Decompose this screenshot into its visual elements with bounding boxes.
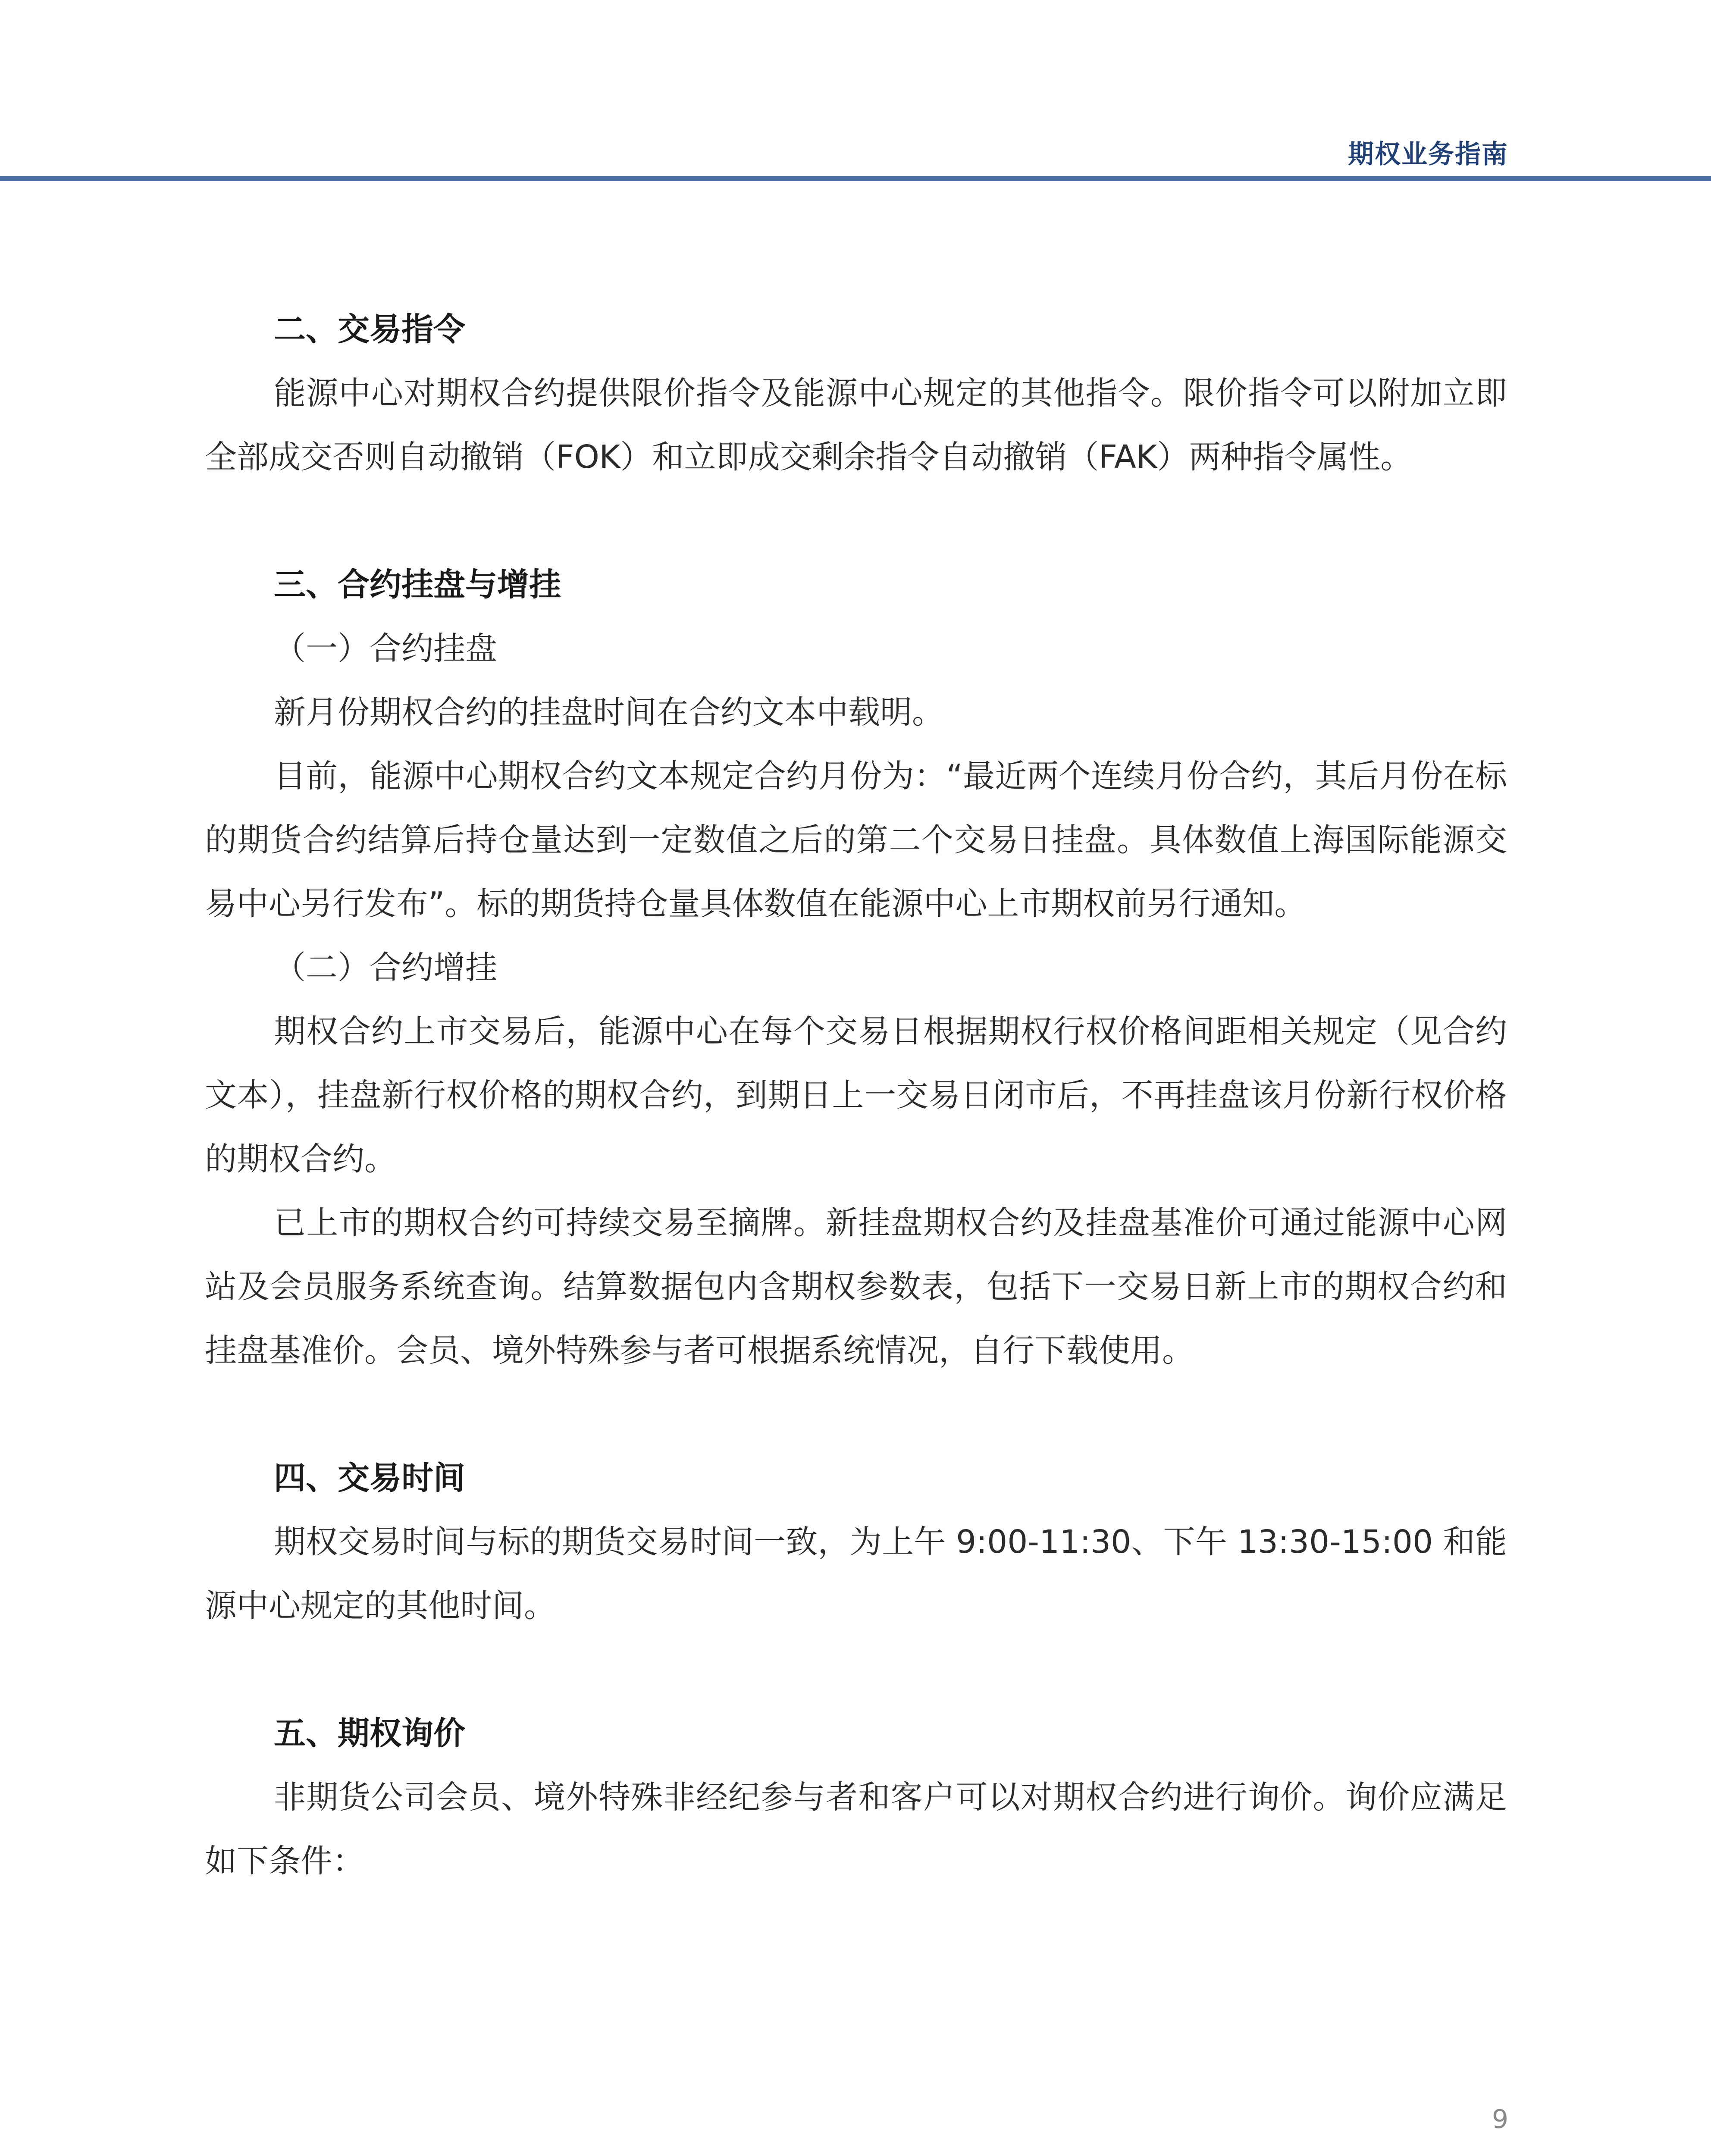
paragraph: 非期货公司会员、境外特殊非经纪参与者和客户可以对期权合约进行询价。询价应满足如下条件： — [205, 1779, 1507, 1880]
paragraph: 能源中心对期权合约提供限价指令及能源中心规定的其他指令。限价指令可以附加立即全部成交否则自动撤销（FOK）和立即成交剩余指令自动撤销（FAK）两种指令属性。 — [205, 375, 1507, 476]
sub-heading-additional-listing: （二）合约增挂 — [274, 949, 497, 986]
section-spacer — [205, 489, 1507, 553]
page-number: 9 — [1492, 2104, 1508, 2134]
paragraph: 期权合约上市交易后，能源中心在每个交易日根据期权行权价格间距相关规定（见合约文本），挂盘新行权价格的期权合约，到期日上一交易日闭市后，不再挂盘该月份新行权价格的期权合约。 — [205, 1013, 1507, 1178]
section-heading-quote-request: 五、期权询价 — [274, 1715, 465, 1752]
running-header-title: 期权业务指南 — [1348, 139, 1508, 169]
section-heading-trading-hours: 四、交易时间 — [274, 1460, 465, 1497]
paragraph: 目前，能源中心期权合约文本规定合约月份为：“最近两个连续月份合约，其后月份在标的期货合约结算后持仓量达到一定数值之后的第二个交易日挂盘。具体数值上海国际能源交易中心另行发布”。标的期货持仓量具体数值在能源中心上市期权前另行通知。 — [205, 758, 1507, 922]
document-body — [205, 298, 1507, 1893]
section-spacer — [205, 1382, 1507, 1446]
paragraph: 已上市的期权合约可持续交易至摘牌。新挂盘期权合约及挂盘基准价可通过能源中心网站及会员服务系统查询。结算数据包内含期权参数表，包括下一交易日新上市的期权合约和挂盘基准价。会员、境外特殊参与者可根据系统情况，自行下载使用。 — [205, 1204, 1507, 1369]
sub-heading-contract-listing: （一）合约挂盘 — [274, 630, 497, 667]
section-spacer — [205, 1638, 1507, 1702]
header-divider — [0, 176, 1711, 181]
paragraph: 期权交易时间与标的期货交易时间一致，为上午 9:00-11:30、下午 13:30-15:00 和能源中心规定的其他时间。 — [205, 1523, 1507, 1624]
section-heading-listing: 三、合约挂盘与增挂 — [274, 566, 561, 603]
section-heading-trading-orders: 二、交易指令 — [274, 311, 465, 348]
paragraph: 新月份期权合约的挂盘时间在合约文本中载明。 — [274, 694, 944, 731]
